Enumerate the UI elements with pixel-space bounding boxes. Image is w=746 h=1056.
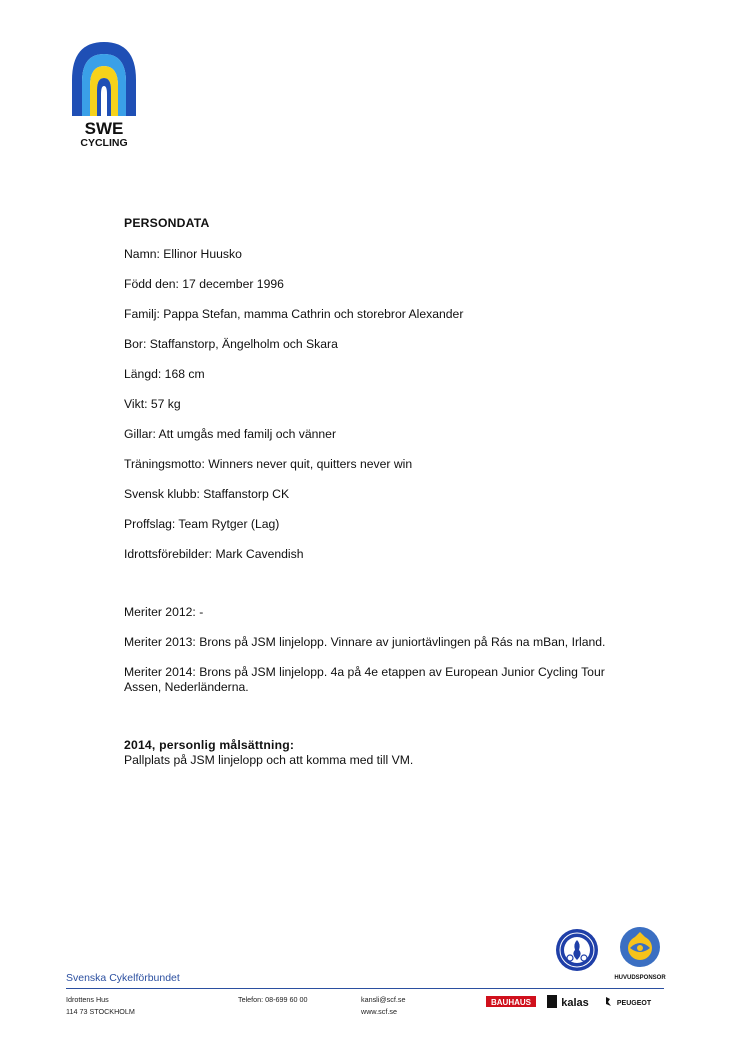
profile-family: Familj: Pappa Stefan, mamma Cathrin och storebror Alexander: [124, 307, 464, 321]
footer-email: kansli@scf.se: [361, 995, 406, 1004]
profile-likes: Gillar: Att umgås med familj och vänner: [124, 427, 337, 441]
goal-text: Pallplats på JSM linjelopp och att komma med till VM.: [124, 753, 414, 767]
profile-weight: Vikt: 57 kg: [124, 397, 181, 411]
swe-cycling-logo: [68, 40, 140, 150]
persondata-heading: PERSONDATA: [124, 216, 210, 230]
footer-contact: [361, 994, 405, 1018]
kalas-logo: [547, 995, 589, 1009]
merits-2012: Meriter 2012: -: [124, 605, 204, 619]
main-sponsor-label: HUVUDSPONSOR: [614, 975, 666, 981]
profile-club: Svensk klubb: Staffanstorp CK: [124, 487, 290, 501]
goal-heading: 2014, personlig målsättning:: [124, 738, 295, 752]
sponsor-kalas: kalas: [561, 997, 589, 1009]
bauhaus-logo: [486, 996, 536, 1007]
merits-2013: Meriter 2013: Brons på JSM linjelopp. Vinnare av juniortävlingen på Rás na mBan, Irland.: [124, 635, 606, 649]
sponsor-bauhaus: BAUHAUS: [491, 998, 531, 1007]
profile-pro-team: Proffslag: Team Rytger (Lag): [124, 517, 280, 531]
profile-name: Namn: Ellinor Huusko: [124, 247, 242, 261]
footer-organization: Svenska Cykelförbundet: [66, 972, 180, 984]
footer-address: [66, 994, 135, 1018]
footer-web: www.scf.se: [361, 1007, 397, 1016]
footer-phone: Telefon: 08-699 60 00: [238, 995, 308, 1004]
profile-residence: Bor: Staffanstorp, Ängelholm och Skara: [124, 337, 338, 351]
profile-training-motto: Träningsmotto: Winners never quit, quitters never win: [124, 457, 413, 471]
peugeot-logo: [606, 997, 652, 1007]
merits-2014: Meriter 2014: Brons på JSM linjelopp. 4a på 4e etappen av European Junior Cycling Tour Assen, Nederländerna.: [124, 665, 605, 694]
logo-text-cycling: CYCLING: [80, 137, 128, 149]
profile-birthdate: Född den: 17 december 1996: [124, 277, 284, 291]
sponsor-logos: [484, 993, 666, 1013]
sponsor-peugeot: PEUGEOT: [616, 1000, 652, 1007]
profile-height: Längd: 168 cm: [124, 367, 205, 381]
footer-address-line1: Idrottens Hus: [66, 995, 109, 1004]
postnord-main-sponsor: [612, 926, 668, 981]
logo-text-swe: SWE: [84, 119, 124, 138]
profile-role-models: Idrottsförebilder: Mark Cavendish: [124, 547, 304, 561]
footer-divider: [66, 988, 664, 989]
federation-emblem: [555, 928, 599, 977]
footer-address-line2: 114 73 STOCKHOLM: [66, 1007, 135, 1016]
